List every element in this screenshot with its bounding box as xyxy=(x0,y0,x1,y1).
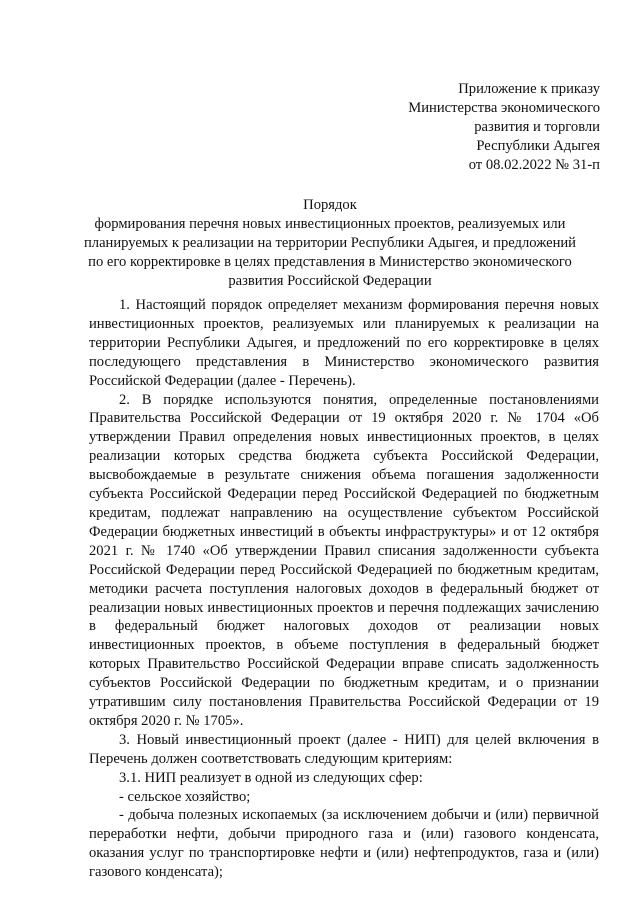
title-line: формирования перечня новых инвестиционных проектов, реализуемых или xyxy=(94,216,566,232)
paragraph: 3. Новый инвестиционный проект (далее - НИП) для целей включения в Перечень должен соответствовать следующим критериям: xyxy=(89,731,599,767)
title-heading: Порядок xyxy=(303,197,357,213)
title-line: развития Российской Федерации xyxy=(228,273,432,289)
paragraph: 2. В порядке используются понятия, определенные постановлениями Правительства Российской Федерации от 19 октября 2020 г. № 1704 «Об утверждении Правил определения новых инвестиционных проектов, в целях реализации которых средства бюджета субъекта Российской Федерации, высвобождаемые в результате снижения объема погашения задолженности субъекта Российской Федерации перед Российской Федерацией по бюджетным кредитам, подлежат направлению на осуществление субъектом Российской Федерации бюджетных инвестиций в объекты инфраструктуры» и от 12 октября 2021 г. № 1740 «Об утверждении Правил списания задолженности субъекта Российской Федерации перед Российской Федерацией по бюджетным кредитам, методики расчета поступления налоговых доходов в федеральный бюджет от реализации новых инвестиционных проектов и перечня подлежащих зачислению в федеральный бюджет налоговых доходов от реализации новых инвестиционных проектов, в объеме поступления в федеральный бюджет которых Правительство Российской Федерации вправе списать задолженность субъектов Российской Федерации по бюджетным кредитам, и о признании утратившим силу постановления Правительства Российской Федерации от 19 октября 2020 г. № 1705». xyxy=(89,391,599,729)
appendix-line: Приложение к приказу xyxy=(458,81,600,97)
appendix-header xyxy=(340,80,600,175)
document-body xyxy=(89,296,599,882)
paragraph: - сельское хозяйство; xyxy=(119,788,251,805)
title-line: по его корректировке в целях представления в Министерство экономического xyxy=(88,254,572,270)
appendix-line: от 08.02.2022 № 31-п xyxy=(468,157,600,173)
appendix-line: Республики Адыгея xyxy=(476,138,600,154)
paragraph: 3.1. НИП реализует в одной из следующих сфер: xyxy=(119,769,423,786)
appendix-line: развития и торговли xyxy=(474,119,600,135)
paragraph: 1. Настоящий порядок определяет механизм формирования перечня новых инвестиционных проектов, реализуемых или планируемых к реализации на территории Республики Адыгея, и предложений по его корректировке в целях последующего представления в Министерство экономического развития Российской Федерации (далее - Перечень). xyxy=(89,297,599,389)
title-line: планируемых к реализации на территории Республики Адыгея, и предложений xyxy=(83,235,576,251)
appendix-line: Министерства экономического xyxy=(408,100,600,116)
paragraph: - добыча полезных ископаемых (за исключением добычи и (или) первичной переработки нефти, добычи природного газа и (или) газового конденсата, оказания услуг по транспортировке нефти и (или) нефтепродуктов, газа и (или) газового конденсата); xyxy=(89,807,599,881)
document-title xyxy=(60,196,600,291)
